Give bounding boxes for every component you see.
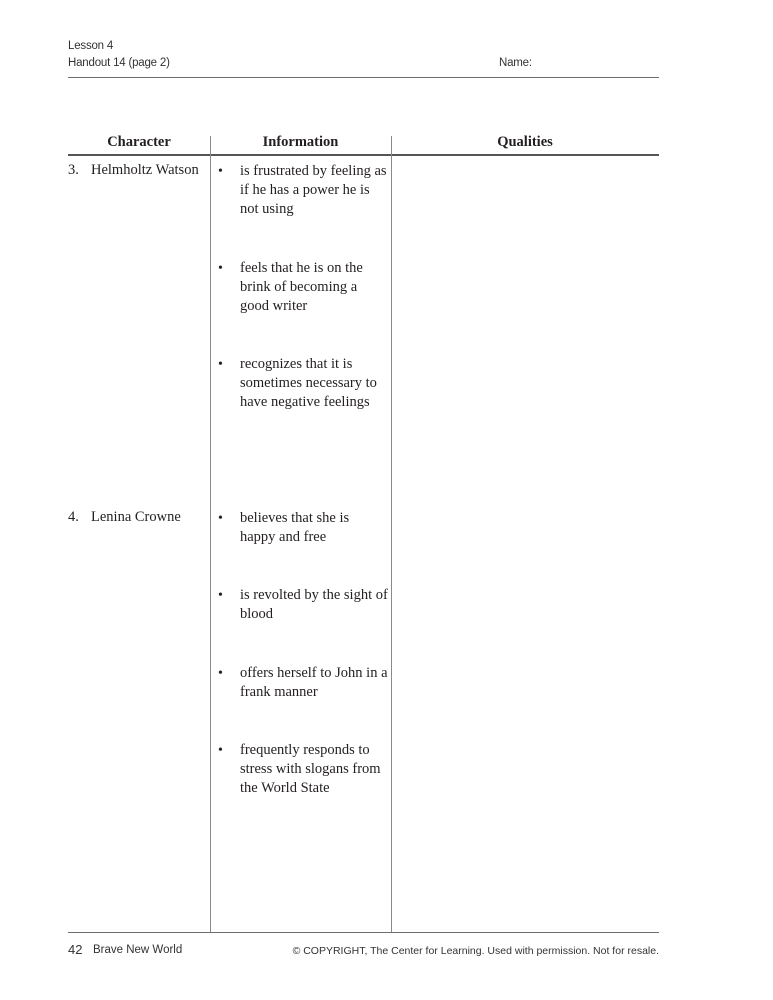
column-header-character: Character (107, 134, 171, 150)
info-text: is revolted by the sight of blood (240, 587, 388, 623)
bullet-icon: • (218, 511, 223, 526)
lesson-label: Lesson 4 (68, 40, 114, 52)
column-divider-1 (210, 136, 211, 932)
info-text: believes that she is happy and free (240, 510, 350, 546)
character-name-text: Lenina Crowne (91, 509, 181, 525)
character-name-text: Helmholtz Watson (91, 162, 199, 178)
bullet-icon: • (218, 666, 223, 681)
bullet-icon: • (218, 357, 223, 372)
handout-label: Handout 14 (page 2) (68, 57, 170, 69)
row-number: 3. (68, 162, 79, 178)
character-name (68, 509, 181, 526)
column-header-information: Information (262, 134, 339, 150)
qualities-cell[interactable] (392, 500, 659, 930)
info-text: offers herself to John in a frank manner (240, 665, 388, 701)
info-text: frequently responds to stress with slogans from the World State (240, 742, 381, 797)
info-text: is frustrated by feeling as if he has a power he is not using (240, 163, 387, 218)
character-name (68, 162, 199, 179)
bullet-icon: • (218, 743, 223, 758)
name-label: Name: (499, 57, 532, 69)
table-bottom-rule (68, 932, 659, 933)
book-title: Brave New World (93, 944, 183, 956)
bullet-icon: • (218, 164, 223, 179)
copyright-notice: © COPYRIGHT, The Center for Learning. Used with permission. Not for resale. (292, 945, 659, 957)
row-number: 4. (68, 509, 79, 525)
column-header-qualities: Qualities (497, 134, 553, 150)
info-text: recognizes that it is sometimes necessary to have negative feelings (240, 356, 377, 411)
bullet-icon: • (218, 588, 223, 603)
info-text: feels that he is on the brink of becoming a good writer (240, 260, 363, 315)
qualities-cell[interactable] (392, 156, 659, 496)
bullet-icon: • (218, 261, 223, 276)
header-rule (68, 77, 659, 78)
page-number: 42 (68, 942, 83, 957)
